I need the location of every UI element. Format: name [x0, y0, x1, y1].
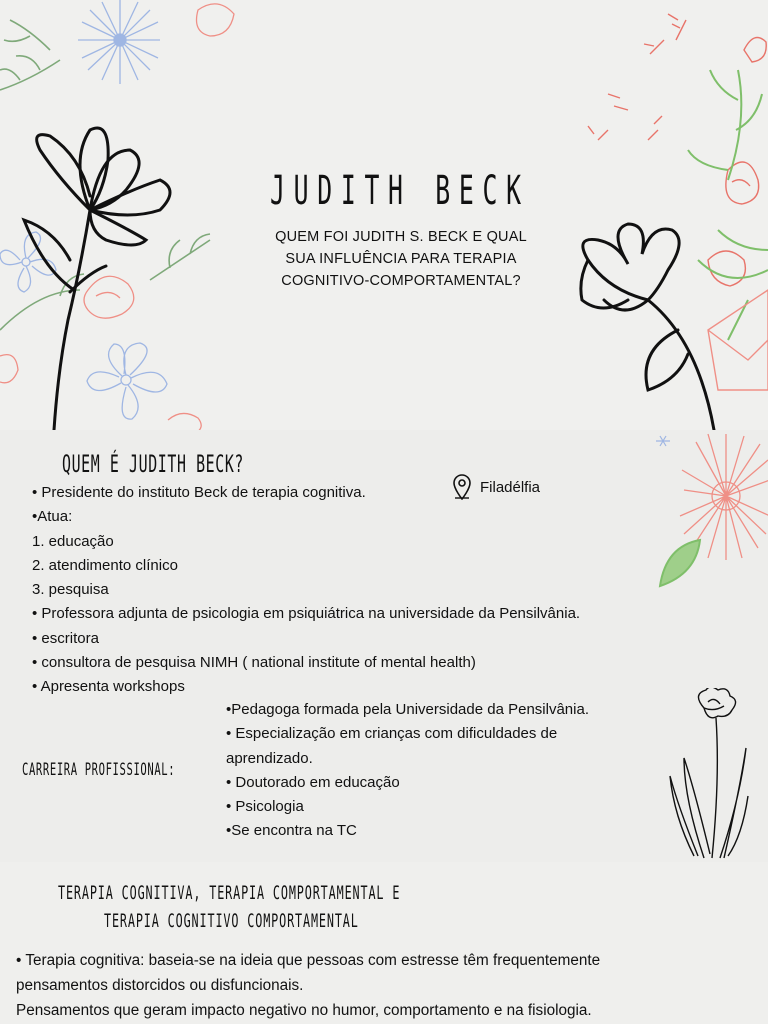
list-item: • Psicologia: [226, 798, 304, 816]
paragraph-line: pensamentos distorcidos ou disfuncionais.: [16, 977, 304, 994]
floral-decoration-right: [568, 0, 768, 430]
therapy-slide: [0, 862, 768, 1024]
location-label: Filadélfia: [480, 478, 541, 496]
leaf-icon: [660, 540, 700, 586]
paragraph-line: • Terapia cognitiva: baseia-se na ideia que pessoas com estresse têm frequentemente: [16, 952, 601, 969]
section-heading: TERAPIA COGNITIVA, TERAPIA COMPORTAMENTAL E: [58, 882, 401, 904]
list-item: • Doutorado em educação: [226, 773, 400, 791]
profile-slide: [0, 430, 768, 862]
green-leaves-icon: [688, 70, 768, 340]
list-item: 3. pesquisa: [32, 581, 109, 599]
list-item: • Presidente do instituto Beck de terapia cognitiva.: [32, 484, 366, 501]
list-item: •Pedagoga formada pela Universidade da Pensilvânia.: [226, 701, 589, 718]
career-list: [226, 698, 589, 844]
therapy-paragraph: [16, 948, 600, 1023]
blue-flower-icon: [78, 0, 160, 84]
page-title: JUDITH BECK: [270, 168, 530, 214]
black-tulip-icon: [581, 224, 714, 430]
list-item: • Apresenta workshops: [32, 678, 185, 696]
subtitle-line: SUA INFLUÊNCIA PARA TERAPIA: [285, 251, 517, 267]
title-slide: [0, 0, 768, 430]
pink-flower-icon: [0, 4, 234, 430]
list-item: 2. atendimento clínico: [32, 556, 178, 574]
subtitle-line: QUEM FOI JUDITH S. BECK E QUAL: [275, 229, 527, 245]
list-item: • Especialização em crianças com dificuldades de: [226, 725, 558, 743]
info-list: [32, 478, 581, 700]
page-subtitle: [262, 226, 540, 292]
list-item: • escritora: [32, 629, 99, 647]
pink-chrysanthemum-icon: [640, 430, 768, 600]
section-heading: TERAPIA COGNITIVO COMPORTAMENTAL: [104, 910, 359, 932]
list-item: aprendizado.: [226, 749, 313, 767]
line-art-flower-icon: [664, 688, 754, 860]
subtitle-line: COGNITIVO-COMPORTAMENTAL?: [281, 273, 521, 289]
section-heading: QUEM É JUDITH BECK?: [62, 450, 244, 478]
list-item: •Atua:: [32, 508, 73, 526]
list-item: •Se encontra na TC: [226, 822, 357, 840]
pink-envelope-icon: [708, 290, 768, 390]
list-item: • Professora adjunta de psicologia em psiquiátrica na universidade da Pensilvânia.: [32, 605, 581, 623]
blue-flower-bottom-icon: [0, 232, 167, 419]
paragraph-line: Pensamentos que geram impacto negativo no humor, comportamento e na fisiologia.: [16, 1002, 592, 1019]
list-item: • consultora de pesquisa NIMH ( national institute of mental health): [32, 654, 476, 672]
black-line-flower-icon: [24, 128, 170, 430]
floral-decoration-left: [0, 0, 240, 430]
list-item: 1. educação: [32, 532, 114, 550]
career-heading: CARREIRA PROFISSIONAL:: [22, 760, 176, 780]
